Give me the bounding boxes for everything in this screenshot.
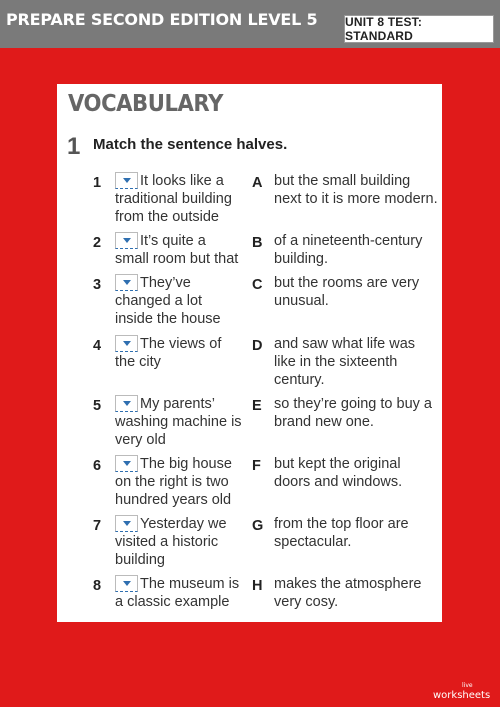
sentence-start: Yesterday we visited a historic building xyxy=(115,516,227,568)
series-title: PREPARE SECOND EDITION LEVEL 5 xyxy=(6,10,318,29)
answer-dropdown[interactable] xyxy=(115,274,138,291)
sentence-ending: but the small building next to it is more modern. xyxy=(274,173,438,207)
task-number: 1 xyxy=(67,133,81,160)
option-letter: H xyxy=(252,578,263,594)
item-number: 7 xyxy=(93,518,102,534)
item-number: 5 xyxy=(93,398,102,414)
sentence-start: It’s quite a small room but that xyxy=(115,233,239,267)
sentence-start: The views of the city xyxy=(115,336,222,370)
worksheet-page xyxy=(57,84,442,622)
answer-dropdown[interactable] xyxy=(115,455,138,472)
header-bar xyxy=(0,0,500,48)
option-letter: G xyxy=(252,518,264,534)
section-title: VOCABULARY xyxy=(68,91,223,117)
logo-live: live xyxy=(462,682,473,689)
item-number: 1 xyxy=(93,175,102,191)
item-number: 3 xyxy=(93,277,102,293)
sentence-ending: so they’re going to buy a brand new one. xyxy=(274,396,432,430)
answer-dropdown[interactable] xyxy=(115,515,138,532)
sentence-ending: of a nineteenth-century building. xyxy=(274,233,423,267)
option-letter: E xyxy=(252,398,262,414)
sentence-ending: from the top floor are spectacular. xyxy=(274,516,409,550)
option-letter: F xyxy=(252,458,261,474)
option-letter: A xyxy=(252,175,263,191)
sentence-start: It looks like a traditional building from the outside xyxy=(115,173,232,225)
answer-dropdown[interactable] xyxy=(115,232,138,249)
sentence-start: My parents’ washing machine is very old xyxy=(115,396,242,448)
answer-dropdown[interactable] xyxy=(115,335,138,352)
sentence-ending: but kept the original doors and windows. xyxy=(274,456,403,490)
item-number: 6 xyxy=(93,458,102,474)
sentence-ending: and saw what life was like in the sixteenth century. xyxy=(274,336,416,388)
unit-label: UNIT 8 TEST: STANDARD xyxy=(344,15,494,43)
item-number: 8 xyxy=(93,578,102,594)
sentence-ending: but the rooms are very unusual. xyxy=(274,275,420,309)
option-letter: C xyxy=(252,277,263,293)
sentence-ending: makes the atmosphere very cosy. xyxy=(274,576,422,610)
item-number: 4 xyxy=(93,338,102,354)
answer-dropdown[interactable] xyxy=(115,172,138,189)
option-letter: D xyxy=(252,338,263,354)
task-instruction: Match the sentence halves. xyxy=(93,136,288,153)
sentence-start: The big house on the right is two hundred years old xyxy=(115,456,232,508)
option-letter: B xyxy=(252,235,263,251)
sentence-start: They’ve changed a lot inside the house xyxy=(115,275,221,327)
liveworksheets-logo: worksheets xyxy=(433,690,491,701)
answer-dropdown[interactable] xyxy=(115,575,138,592)
answer-dropdown[interactable] xyxy=(115,395,138,412)
item-number: 2 xyxy=(93,235,102,251)
sentence-start: The museum is a classic example xyxy=(115,576,240,610)
